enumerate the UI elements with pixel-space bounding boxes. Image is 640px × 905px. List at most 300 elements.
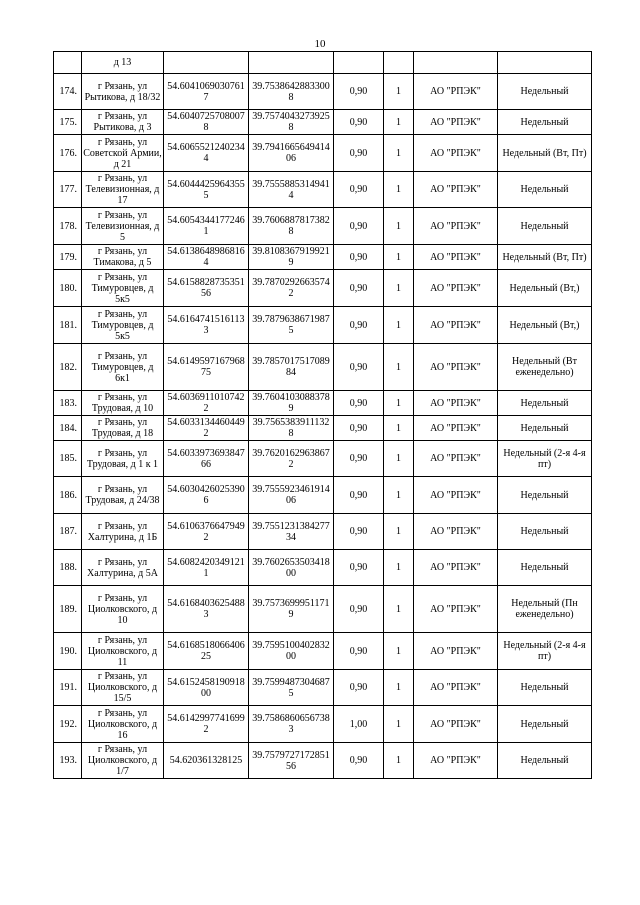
count-cell-text: 1	[396, 755, 401, 766]
latitude-cell-text: 54.61063766479492	[167, 520, 245, 543]
count-cell-text: 1	[396, 86, 401, 97]
latitude-cell	[164, 441, 249, 477]
schedule-cell-text: Недельный	[520, 718, 569, 730]
volume-cell-text: 0,90	[349, 682, 368, 693]
longitude-cell	[249, 307, 334, 344]
address-cell	[82, 670, 164, 706]
longitude-cell-text: 39.760265350341800	[252, 556, 330, 579]
row-number	[54, 670, 82, 706]
schedule-cell-text: Недельный (Вт, Пт)	[502, 147, 587, 159]
longitude-cell	[249, 391, 334, 416]
row-number-text: 181.	[59, 319, 77, 331]
longitude-cell-text: 39.759510040283200	[252, 640, 330, 662]
count-cell	[384, 586, 414, 633]
latitude-cell-text: 54.60331344604492	[167, 417, 245, 439]
longitude-cell-text: 39.75740432739258	[252, 111, 330, 133]
organization-cell-text: АО "РПЭК"	[430, 526, 481, 537]
row-number	[54, 514, 82, 550]
latitude-cell-text: 54.60304260253906	[167, 484, 245, 506]
address-cell	[82, 344, 164, 391]
schedule-cell	[498, 743, 592, 779]
table-row	[54, 743, 592, 779]
volume-cell-text: 0,90	[349, 86, 368, 97]
schedule-cell-text: Недельный (Вт, Пт)	[502, 251, 587, 263]
volume-cell	[334, 74, 384, 110]
longitude-cell	[249, 245, 334, 270]
organization-cell-text: АО "РПЭК"	[430, 116, 481, 128]
row-number	[54, 110, 82, 135]
organization-cell-text: АО "РПЭК"	[430, 282, 481, 294]
latitude-cell-text: 54.615245819091800	[167, 676, 245, 699]
organization-cell-text: АО "РПЭК"	[430, 86, 481, 97]
organization-cell-text: АО "РПЭК"	[430, 422, 481, 434]
row-number	[54, 441, 82, 477]
count-cell-text: 1	[396, 603, 401, 615]
schedule-cell	[498, 208, 592, 245]
row-number-text: 177.	[59, 184, 77, 195]
longitude-cell	[249, 135, 334, 172]
longitude-cell	[249, 74, 334, 110]
count-cell	[384, 52, 414, 74]
schedule-cell	[498, 670, 592, 706]
count-cell-text: 1	[396, 718, 401, 730]
latitude-cell	[164, 477, 249, 514]
row-number-text: 183.	[59, 397, 77, 409]
row-number	[54, 52, 82, 74]
organization-cell-text: АО "РПЭК"	[430, 755, 481, 766]
row-number	[54, 172, 82, 208]
longitude-cell-text: 39.75653839111328	[252, 417, 330, 439]
organization-cell-text: АО "РПЭК"	[430, 718, 481, 730]
schedule-cell	[498, 416, 592, 441]
volume-cell	[334, 743, 384, 779]
latitude-cell	[164, 110, 249, 135]
table-row	[54, 514, 592, 550]
address-cell-text: г Рязань, ул Трудовая, д 24/38	[85, 484, 160, 506]
longitude-cell-text: 39.755123138427734	[252, 520, 330, 543]
organization-cell	[414, 743, 498, 779]
row-number	[54, 743, 82, 779]
organization-cell	[414, 110, 498, 135]
volume-cell	[334, 441, 384, 477]
volume-cell-text: 0,90	[349, 319, 368, 331]
row-number	[54, 270, 82, 307]
address-cell	[82, 477, 164, 514]
schedule-cell-text: Недельный	[520, 184, 569, 195]
schedule-cell	[498, 477, 592, 514]
volume-cell	[334, 344, 384, 391]
volume-cell-text: 0,90	[349, 645, 368, 657]
latitude-cell-text: 54.60444259643555	[167, 178, 245, 201]
longitude-cell	[249, 270, 334, 307]
address-cell-text: г Рязань, ул Трудовая, д 10	[91, 392, 154, 414]
longitude-cell-text: 39.78796386719875	[252, 314, 330, 336]
count-cell	[384, 245, 414, 270]
address-cell	[82, 270, 164, 307]
volume-cell-text: 0,90	[349, 220, 368, 232]
row-number-text: 186.	[59, 489, 77, 501]
count-cell	[384, 208, 414, 245]
volume-cell	[334, 514, 384, 550]
volume-cell	[334, 208, 384, 245]
count-cell-text: 1	[396, 147, 401, 159]
latitude-cell-text: 54.60407257080078	[167, 111, 245, 133]
latitude-cell	[164, 550, 249, 586]
count-cell	[384, 172, 414, 208]
organization-cell	[414, 416, 498, 441]
row-number	[54, 307, 82, 344]
address-cell	[82, 633, 164, 670]
latitude-cell	[164, 208, 249, 245]
schedule-cell	[498, 586, 592, 633]
table-row	[54, 135, 592, 172]
table-row	[54, 172, 592, 208]
schedule-cell	[498, 514, 592, 550]
schedule-cell	[498, 110, 592, 135]
latitude-cell	[164, 307, 249, 344]
volume-cell-text: 0,90	[349, 361, 368, 373]
schedule-cell	[498, 391, 592, 416]
organization-cell	[414, 586, 498, 633]
address-cell-text: г Рязань, ул Тимуровцев, д 6к1	[91, 350, 154, 384]
latitude-cell	[164, 633, 249, 670]
table-row	[54, 208, 592, 245]
address-cell	[82, 135, 164, 172]
count-cell	[384, 514, 414, 550]
table-row	[54, 110, 592, 135]
latitude-cell-text: 54.61386489868164	[167, 246, 245, 268]
address-cell-text: г Рязань, ул Телевизионная, д 5	[85, 209, 160, 243]
table-row	[54, 670, 592, 706]
longitude-cell-text: 39.81083679199219	[252, 246, 330, 268]
count-cell	[384, 307, 414, 344]
organization-cell-text: АО "РПЭК"	[430, 220, 481, 232]
address-cell	[82, 307, 164, 344]
latitude-cell-text: 54.615882873535156	[167, 277, 245, 299]
schedule-cell	[498, 52, 592, 74]
longitude-cell-text: 39.75994873046875	[252, 676, 330, 699]
volume-cell-text: 0,90	[349, 453, 368, 464]
row-number-text: 174.	[59, 86, 77, 97]
count-cell	[384, 344, 414, 391]
row-number	[54, 208, 82, 245]
longitude-cell-text: 39.76201629638672	[252, 447, 330, 470]
latitude-cell	[164, 514, 249, 550]
count-cell-text: 1	[396, 220, 401, 232]
latitude-cell	[164, 74, 249, 110]
address-cell-text: г Рязань, ул Тимуровцев, д 5к5	[91, 308, 154, 342]
address-cell-text: г Рязань, ул Циолковского, д 15/5	[87, 671, 158, 704]
table-row	[54, 477, 592, 514]
latitude-cell	[164, 344, 249, 391]
table-row	[54, 270, 592, 307]
volume-cell-text: 0,90	[349, 422, 368, 434]
organization-cell-text: АО "РПЭК"	[430, 319, 481, 331]
schedule-cell-text: Недельный	[520, 86, 569, 97]
volume-cell-text: 0,90	[349, 251, 368, 263]
organization-cell	[414, 172, 498, 208]
table-row	[54, 633, 592, 670]
schedule-cell	[498, 550, 592, 586]
schedule-cell-text: Недельный	[520, 422, 569, 434]
count-cell-text: 1	[396, 184, 401, 195]
organization-cell	[414, 391, 498, 416]
waste-site-table	[53, 51, 592, 779]
count-cell-text: 1	[396, 645, 401, 657]
volume-cell	[334, 477, 384, 514]
organization-cell-text: АО "РПЭК"	[430, 397, 481, 409]
longitude-cell	[249, 208, 334, 245]
latitude-cell-text: 54.60410690307617	[167, 80, 245, 103]
row-number	[54, 416, 82, 441]
organization-cell	[414, 307, 498, 344]
row-number	[54, 245, 82, 270]
volume-cell	[334, 706, 384, 743]
volume-cell-text: 0,90	[349, 116, 368, 128]
row-number-text: 176.	[59, 147, 77, 159]
count-cell-text: 1	[396, 361, 401, 373]
address-cell: д 13	[82, 52, 164, 74]
address-cell	[82, 110, 164, 135]
longitude-cell	[249, 52, 334, 74]
longitude-cell	[249, 670, 334, 706]
volume-cell	[334, 586, 384, 633]
row-number-text: 192.	[59, 718, 77, 730]
volume-cell	[334, 416, 384, 441]
schedule-cell	[498, 172, 592, 208]
organization-cell	[414, 441, 498, 477]
count-cell	[384, 416, 414, 441]
row-number-text: 182.	[59, 361, 77, 373]
row-number	[54, 74, 82, 110]
address-cell-text: г Рязань, ул Тимуровцев, д 5к5	[91, 271, 154, 305]
organization-cell	[414, 477, 498, 514]
organization-cell	[414, 245, 498, 270]
schedule-cell-text: Недельный	[520, 682, 569, 693]
schedule-cell-text: Недельный (Вт еженедельно)	[512, 356, 577, 378]
latitude-cell	[164, 670, 249, 706]
row-number	[54, 135, 82, 172]
row-number-text: 193.	[59, 755, 77, 766]
count-cell	[384, 633, 414, 670]
row-number-text: 180.	[59, 282, 77, 294]
row-number	[54, 477, 82, 514]
table-row	[54, 416, 592, 441]
organization-cell-text: АО "РПЭК"	[430, 184, 481, 195]
address-cell-text: г Рязань, ул Халтурина, д 5А	[87, 556, 158, 579]
address-cell-text: г Рязань, ул Рытикова, д 3	[93, 111, 152, 133]
longitude-cell	[249, 743, 334, 779]
page-number: 10	[314, 38, 326, 50]
longitude-cell	[249, 172, 334, 208]
count-cell-text: 1	[396, 453, 401, 464]
volume-cell	[334, 633, 384, 670]
volume-cell	[334, 391, 384, 416]
count-cell	[384, 270, 414, 307]
latitude-cell-text: 54.61647415161133	[167, 314, 245, 336]
count-cell	[384, 74, 414, 110]
volume-cell	[334, 135, 384, 172]
count-cell-text: 1	[396, 319, 401, 331]
address-cell-text: г Рязань, ул Халтурина, д 1Б	[87, 520, 158, 543]
organization-cell	[414, 135, 498, 172]
longitude-cell-text: 39.794166564941406	[252, 142, 330, 164]
address-cell	[82, 208, 164, 245]
schedule-cell-text: Недельный	[520, 755, 569, 766]
count-cell	[384, 670, 414, 706]
volume-cell-text: 0,90	[349, 147, 368, 159]
longitude-cell-text: 39.757972717285156	[252, 749, 330, 772]
volume-cell-text: 0,90	[349, 184, 368, 195]
longitude-cell	[249, 416, 334, 441]
table-row	[54, 245, 592, 270]
schedule-cell	[498, 706, 592, 743]
latitude-cell	[164, 172, 249, 208]
address-cell	[82, 441, 164, 477]
schedule-cell-text: Недельный	[520, 489, 569, 501]
organization-cell	[414, 74, 498, 110]
latitude-cell-text: 54.61684036254883	[167, 598, 245, 620]
longitude-cell-text: 39.785701751708984	[252, 356, 330, 378]
volume-cell	[334, 270, 384, 307]
latitude-cell	[164, 391, 249, 416]
organization-cell-text: АО "РПЭК"	[430, 603, 481, 615]
organization-cell-text: АО "РПЭК"	[430, 147, 481, 159]
row-number-text: 189.	[59, 603, 77, 615]
count-cell-text: 1	[396, 397, 401, 409]
longitude-cell	[249, 441, 334, 477]
row-number-text: 190.	[59, 645, 77, 657]
organization-cell	[414, 52, 498, 74]
longitude-cell	[249, 706, 334, 743]
longitude-cell	[249, 344, 334, 391]
schedule-cell	[498, 135, 592, 172]
count-cell	[384, 550, 414, 586]
row-number-text: 179.	[59, 251, 77, 263]
latitude-cell	[164, 245, 249, 270]
row-number	[54, 706, 82, 743]
row-number-text: 184.	[59, 422, 77, 434]
longitude-cell-text: 39.755592346191406	[252, 484, 330, 506]
organization-cell-text: АО "РПЭК"	[430, 453, 481, 464]
latitude-cell	[164, 586, 249, 633]
longitude-cell-text: 39.75868606567383	[252, 713, 330, 735]
address-cell-text: г Рязань, ул Циолковского, д 10	[87, 592, 158, 626]
table-row	[54, 586, 592, 633]
table-row	[54, 706, 592, 743]
volume-cell	[334, 172, 384, 208]
address-cell	[82, 391, 164, 416]
organization-cell	[414, 550, 498, 586]
address-cell	[82, 743, 164, 779]
latitude-cell-text: 54.61429977416992	[167, 713, 245, 735]
volume-cell-text: 0,90	[349, 282, 368, 294]
address-cell	[82, 586, 164, 633]
schedule-cell-text: Недельный	[520, 562, 569, 573]
address-cell-text: г Рязань, ул Трудовая, д 18	[91, 417, 154, 439]
address-cell-text: г Рязань, ул Тимакова, д 5	[93, 246, 152, 268]
address-cell	[82, 74, 164, 110]
schedule-cell-text: Недельный	[520, 526, 569, 537]
count-cell	[384, 135, 414, 172]
row-number-text: 178.	[59, 220, 77, 232]
organization-cell-text: АО "РПЭК"	[430, 361, 481, 373]
volume-cell-text: 0,90	[349, 397, 368, 409]
longitude-cell	[249, 550, 334, 586]
organization-cell	[414, 633, 498, 670]
volume-cell-text: 0,90	[349, 526, 368, 537]
volume-cell	[334, 670, 384, 706]
row-number	[54, 633, 82, 670]
longitude-cell	[249, 586, 334, 633]
count-cell	[384, 441, 414, 477]
latitude-cell	[164, 416, 249, 441]
count-cell	[384, 110, 414, 135]
row-number-text: 187.	[59, 526, 77, 537]
address-cell-text: г Рязань, ул Советской Армии, д 21	[83, 136, 162, 170]
volume-cell	[334, 550, 384, 586]
organization-cell	[414, 208, 498, 245]
longitude-cell	[249, 110, 334, 135]
longitude-cell-text: 39.75736999511719	[252, 598, 330, 620]
organization-cell-text: АО "РПЭК"	[430, 645, 481, 657]
address-cell-text: г Рязань, ул Циолковского, д 16	[87, 707, 158, 741]
volume-cell-text: 0,90	[349, 755, 368, 766]
schedule-cell	[498, 307, 592, 344]
volume-cell	[334, 307, 384, 344]
table-row	[54, 550, 592, 586]
volume-cell	[334, 52, 384, 74]
organization-cell-text: АО "РПЭК"	[430, 682, 481, 693]
volume-cell-text: 1,00	[349, 718, 368, 730]
schedule-cell	[498, 441, 592, 477]
address-cell	[82, 514, 164, 550]
row-number-text: 185.	[59, 453, 77, 464]
longitude-cell	[249, 477, 334, 514]
schedule-cell-text: Недельный	[520, 220, 569, 232]
schedule-cell	[498, 344, 592, 391]
table-row	[54, 52, 592, 74]
count-cell-text: 1	[396, 489, 401, 501]
count-cell	[384, 391, 414, 416]
table-row	[54, 391, 592, 416]
schedule-cell	[498, 245, 592, 270]
volume-cell-text: 0,90	[349, 489, 368, 501]
row-number-text: 188.	[59, 562, 77, 573]
latitude-cell-text: 54.60655212402344	[167, 142, 245, 164]
latitude-cell-text: 54.603397369384766	[167, 447, 245, 470]
volume-cell	[334, 245, 384, 270]
count-cell-text: 1	[396, 526, 401, 537]
address-cell	[82, 416, 164, 441]
table-row	[54, 441, 592, 477]
organization-cell	[414, 344, 498, 391]
row-number	[54, 344, 82, 391]
row-number-text: 175.	[59, 116, 77, 128]
schedule-cell	[498, 270, 592, 307]
address-cell	[82, 706, 164, 743]
organization-cell	[414, 514, 498, 550]
table-row	[54, 74, 592, 110]
latitude-cell-text: 54.620361328125	[169, 755, 243, 766]
organization-cell-text: АО "РПЭК"	[430, 251, 481, 263]
address-cell	[82, 172, 164, 208]
organization-cell	[414, 706, 498, 743]
count-cell-text: 1	[396, 422, 401, 434]
schedule-cell-text: Недельный (Вт,)	[509, 319, 580, 331]
volume-cell-text: 0,90	[349, 603, 368, 615]
organization-cell	[414, 670, 498, 706]
